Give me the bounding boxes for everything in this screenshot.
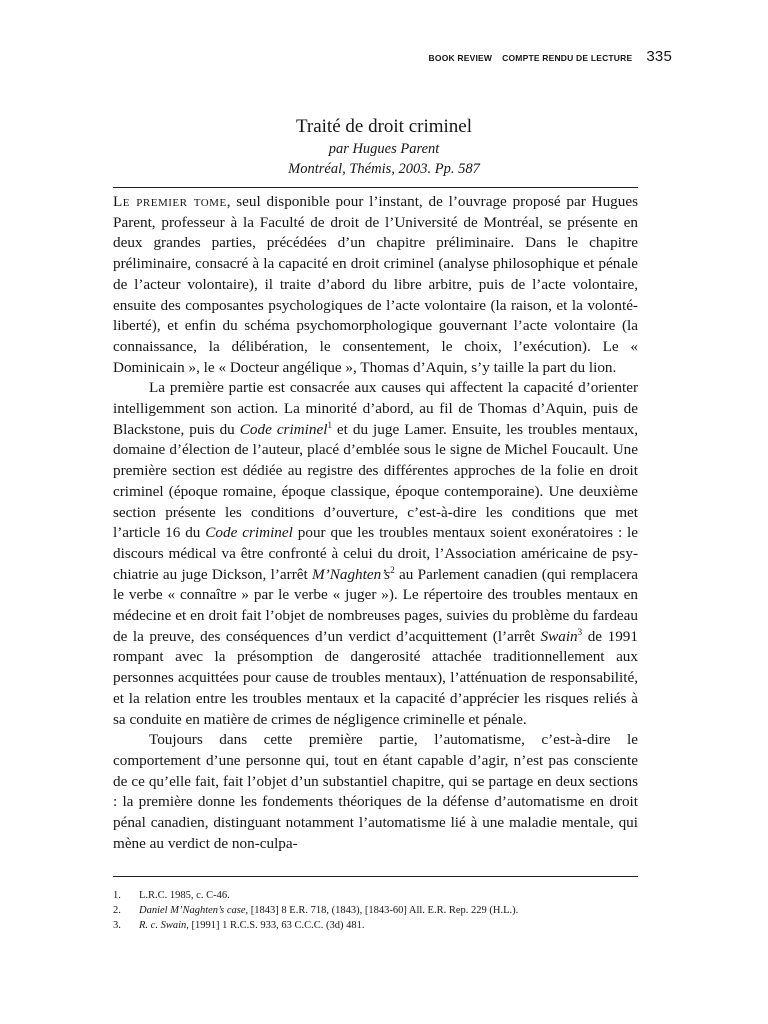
footnote-ref-1: 1: [327, 419, 332, 430]
footnote-italic: R. c. Swain: [139, 920, 187, 931]
book-title: Traité de droit criminel: [295, 116, 473, 137]
paragraph-3: Toujours dans cette première partie, l’automatisme, c’est-à-dire le comportement d’une personne qui, tout en étant capable d’agir, n’est pas consciente de ce qu’elle fait, fait l’objet d’un substantiel chapitre, qui se partage en deux sections : la première donne les fondements théoriques de la défense d’automatisme en droit pénal canadien, distinguant notamment l’automatisme lié à une maladie mentale, qui mène au verdict de non-culpa-: [113, 731, 638, 852]
footnote-text: [139, 918, 364, 933]
footnote-ref-2: 2: [390, 564, 395, 575]
footnote-italic: Daniel M’Naghten’s case: [139, 905, 246, 916]
paragraph-lead-smallcaps: Le premier tome: [113, 193, 227, 210]
footnote-1: [113, 888, 638, 903]
italic-code-criminel-2: Code criminel: [205, 524, 293, 542]
footnote-ref-3: 3: [577, 626, 583, 637]
book-author: par Hugues Parent: [328, 141, 440, 157]
footnote-2: [113, 903, 638, 918]
section-label-fr: COMPTE RENDU DE LECTURE: [502, 53, 633, 63]
page-number: 335: [646, 48, 672, 65]
footnote-3: [113, 918, 638, 933]
footnotes: [113, 888, 638, 933]
italic-code-criminel: Code criminel: [239, 420, 328, 438]
footnote-number: 3.: [113, 920, 121, 931]
paragraph-1-text: , seul disponible pour l’instant, de l’ouvrage proposé par Hugues Parent, professeur à la Faculté de droit de l’Université de Montréal, se présente en deux grandes parties, précédées d’un chapitre préliminaire. Dans le chapitre préliminaire, consacré à la capacité en droit criminel (analyse philosophique et pénale de l’acteur volontaire), il traite d’abord du libre arbitre, puis de l’acte volontaire, ensuite des composantes psychologiques de l’acte volontaire (la raison, et la volonté-liberté), et enfin du schéma psychomorphologique gouvernant l’acte volontaire (la connaissance, la délibération, le consentement, le choix, l’exécution). Le « Dominicain », le « Docteur angélique », Thomas d’Aquin, s’y taille la part du lion.: [113, 193, 638, 376]
footnote-body: L.R.C. 1985, c. C-46.: [139, 890, 230, 901]
running-head: [429, 48, 672, 65]
italic-mnaghten: M’Naghten’s: [312, 565, 391, 583]
footnote-divider: [113, 876, 638, 877]
footnote-text: [139, 903, 518, 918]
footnote-body: , [1991] 1 R.C.S. 933, 63 C.C.C. (3d) 481.: [186, 920, 365, 931]
footnote-text: [139, 888, 230, 903]
paragraph-2-text-c: pour que les troubles mentaux soient exonératoires : le discours médical va être confronté à celui du droit, l’Association américaine de psychiatrie au juge Dickson, l’arrêt: [113, 524, 639, 583]
paragraph-2: [113, 378, 638, 730]
review-title-block: [0, 115, 768, 179]
paragraph-2-text-a: La première partie est consacrée aux causes qui affectent la capacité d’orienter intelligemment son action. La minorité d’abord, au fil de Thomas d’Aquin, puis de Blackstone, puis du: [113, 379, 638, 438]
review-body: [113, 192, 638, 855]
italic-swain: Swain: [540, 627, 578, 645]
paragraph-2-text-b: et du juge Lamer. Ensuite, les troubles mentaux, domaine d’élection de l’auteur, placé d’emblée sous le signe de Michel Foucault. Une première section est dédiée au registre des différentes approches de la folie en droit criminel (époque romaine, époque classique, époque contemporaine). Une deuxième section présente les conditions d’ouverture, c’est-à-dire les conditions que met l’article 16 du: [113, 420, 638, 542]
title-divider: [113, 187, 638, 188]
section-label-en: BOOK REVIEW: [428, 53, 493, 63]
publication-info: Montréal, Thémis, 2003. Pp. 587: [288, 161, 480, 177]
paragraph-1: [113, 192, 638, 378]
footnote-body: , [1843] 8 E.R. 718, (1843), [1843-60] All. E.R. Rep. 229 (H.L.).: [245, 905, 519, 916]
footnote-number: 2.: [113, 905, 121, 916]
paragraph-2-text-d: au Parlement canadien (qui remplacera le verbe « connaître » par le verbe « juger »). Le répertoire des troubles mentaux en médecine et en droit fait l’objet de nombreuses pages, suivies du problème du fardeau de la preuve, des conséquences d’un verdict d’acquittement (l’arrêt: [113, 565, 638, 645]
footnote-number: 1.: [113, 890, 121, 901]
paragraph-2-text-e: de 1991 rompant avec la présomption de dangerosité attachée traditionnellement aux personnes acquittées pour cause de troubles mentaux), l’atténuation de responsabilité, et la relation entre les troubles mentaux et la capacité d’apprécier les risques reliés à sa conduite en matière de crimes de négligence criminelle et pénale.: [113, 627, 638, 728]
